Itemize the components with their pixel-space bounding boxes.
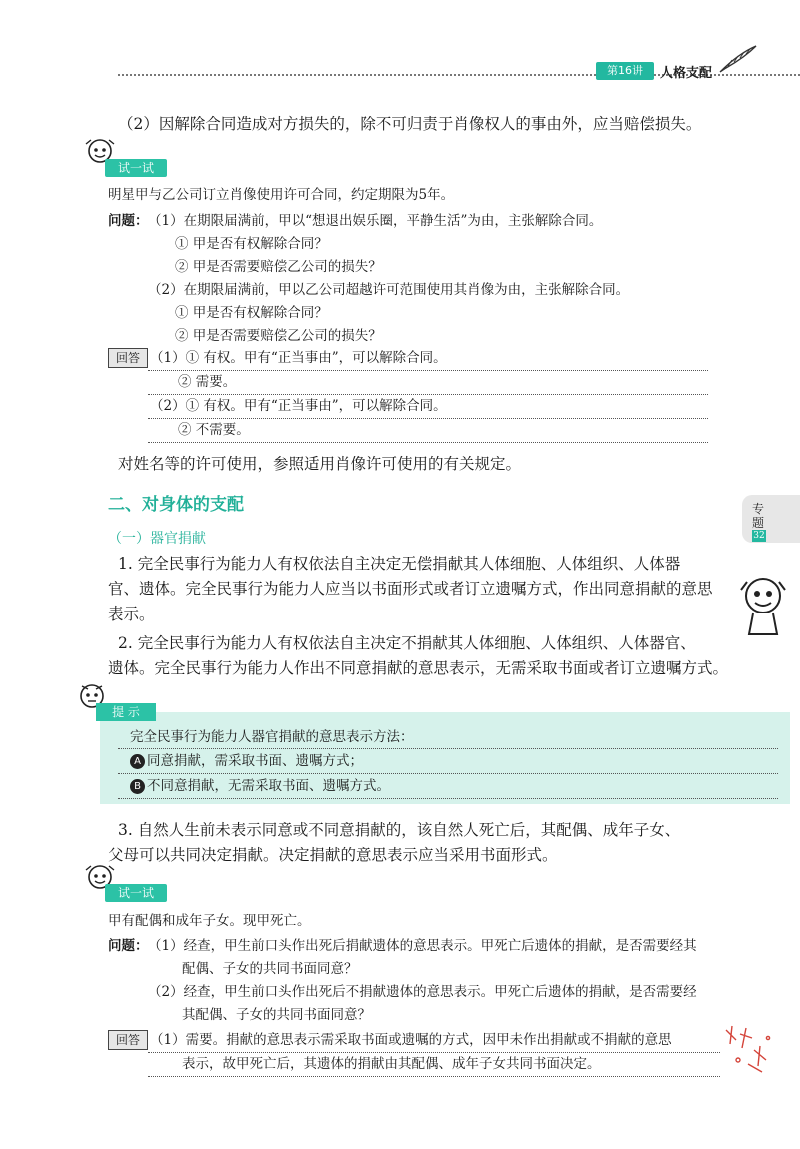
tip-badge: 提 示 (96, 703, 156, 721)
tip-item-b-text: 不同意捐献，无需采取书面、遗嘱方式。 (147, 778, 390, 794)
answer-1: （1）需要。捐献的意思表示需采取书面或遗嘱的方式，因甲未作出捐献或不捐献的意思 (150, 1032, 672, 1048)
question-1-cont: 配偶、子女的共同书面同意？ (182, 961, 358, 977)
question-1: （1）经查，甲生前口头作出死后捐献遗体的意思表示。甲死亡后遗体的捐献，是否需要经其 (148, 938, 697, 954)
answer-1: （1）① 有权。甲有“正当事由”，可以解除合同。 (150, 350, 447, 366)
question-2a: ① 甲是否有权解除合同？ (175, 305, 328, 321)
tip-divider (118, 773, 778, 774)
question-1: （1）在期限届满前，甲以“想退出娱乐圈，平静生活”为由，主张解除合同。 (148, 213, 603, 229)
answer-1b: ② 需要。 (178, 374, 237, 390)
side-tab-number: 32 (753, 531, 765, 541)
side-tab (742, 495, 800, 543)
paragraph-1: 官、遗体。完全民事行为能力人应当以书面形式或者订立遗嘱方式，作出同意捐献的意思 (108, 580, 713, 598)
paragraph-3: 3. 自然人生前未表示同意或不同意捐献的，该自然人死亡后，其配偶、成年子女、 (118, 821, 681, 839)
question-1b: ② 甲是否需要赔偿乙公司的损失？ (175, 259, 382, 275)
chapter-title: 人格支配 (660, 66, 713, 81)
side-tab-label: 专题 (752, 502, 765, 530)
question-2-cont: 其配偶、子女的共同书面同意？ (182, 1007, 371, 1023)
question-label: 问题： (108, 213, 149, 229)
paragraph-1: 1. 完全民事行为能力人有权依法自主决定无偿捐献其人体细胞、人体组织、人体器 (118, 555, 681, 573)
answer-1-cont: 表示，故甲死亡后，其遗体的捐献由其配偶、成年子女共同书面决定。 (182, 1056, 601, 1072)
answer-divider (148, 1076, 720, 1077)
try-badge: 试一试 (105, 159, 167, 177)
answer-2: （2）① 有权。甲有“正当事由”，可以解除合同。 (150, 398, 447, 414)
tip-divider (118, 748, 778, 749)
try-badge: 试一试 (105, 884, 167, 902)
paragraph-2: 遗体。完全民事行为能力人作出不同意捐献的意思表示，无需采取书面或者订立遗嘱方式。 (108, 659, 729, 677)
decorative-flourish-icon (718, 1020, 778, 1080)
answer-badge: 回答 (108, 1030, 148, 1050)
paragraph-compensation: （2）因解除合同造成对方损失的，除不可归责于肖像权人的事由外，应当赔偿损失。 (118, 115, 702, 133)
subsection-heading: （一）器官捐献 (108, 531, 206, 547)
tip-divider (118, 798, 778, 799)
label-b-icon: B (130, 779, 145, 794)
paragraph-name-license: 对姓名等的许可使用，参照适用肖像许可使用的有关规定。 (118, 455, 522, 473)
cartoon-mascot-icon (735, 570, 793, 640)
try-scenario: 明星甲与乙公司订立肖像使用许可合同，约定期限为5年。 (108, 187, 455, 203)
try-scenario: 甲有配偶和成年子女。现甲死亡。 (108, 913, 311, 929)
question-1a: ① 甲是否有权解除合同？ (175, 236, 328, 252)
paragraph-3: 父母可以共同决定捐献。决定捐献的意思表示应当采用书面形式。 (108, 846, 558, 864)
answer-divider (148, 442, 708, 443)
feather-icon (718, 44, 758, 74)
lecture-badge: 第16讲 (596, 62, 654, 80)
paragraph-2: 2. 完全民事行为能力人有权依法自主决定不捐献其人体细胞、人体组织、人体器官、 (118, 634, 696, 652)
question-label: 问题： (108, 938, 149, 954)
label-a-icon: A (130, 754, 145, 769)
paragraph-1: 表示。 (108, 605, 155, 623)
question-2: （2）经查，甲生前口头作出死后不捐献遗体的意思表示。甲死亡后遗体的捐献，是否需要经 (148, 984, 697, 1000)
answer-2b: ② 不需要。 (178, 422, 250, 438)
question-2b: ② 甲是否需要赔偿乙公司的损失？ (175, 328, 382, 344)
answer-badge: 回答 (108, 348, 148, 368)
tip-item-a-text: 同意捐献，需采取书面、遗嘱方式； (147, 753, 363, 769)
question-2: （2）在期限届满前，甲以乙公司超越许可范围使用其肖像为由，主张解除合同。 (148, 282, 630, 298)
tip-item-a (130, 750, 363, 772)
tip-item-b (130, 775, 390, 797)
tip-intro: 完全民事行为能力人器官捐献的意思表示方法： (130, 729, 414, 745)
section-heading: 二、对身体的支配 (108, 495, 244, 515)
